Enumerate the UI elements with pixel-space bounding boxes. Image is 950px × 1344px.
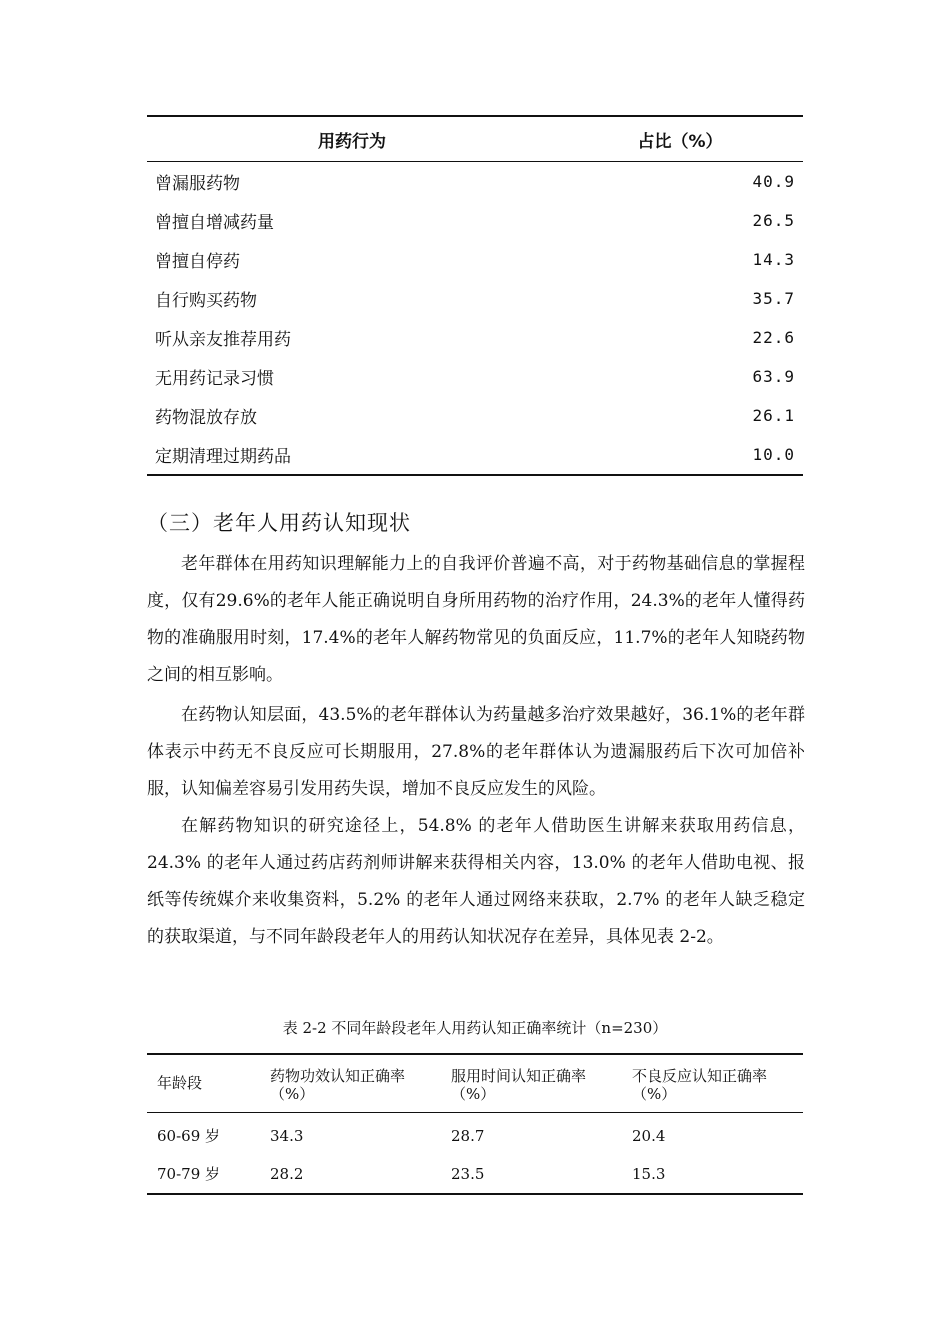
column-header-percentage: 占比（%） <box>637 131 723 152</box>
behavior-label: 定期清理过期药品 <box>155 447 291 467</box>
behavior-label: 听从亲友推荐用药 <box>155 330 291 350</box>
column-header-efficacy-accuracy: 药物功效认知正确率（%） <box>270 1067 406 1103</box>
behavior-label: 无用药记录习惯 <box>155 369 274 389</box>
timing-cell: 28.7 <box>451 1126 485 1145</box>
body-paragraph: 在解药物知识的研究途径上，54.8% 的老年人借助医生讲解来获取用药信息，24.3% 的老年人通过药店药剂师讲解来获得相关内容，13.0% 的老年人借助电视、报纸等传统媒介来收集资料，5.2% 的老年人通过网络来获取，2.7% 的老年人缺乏稳定的获取渠道，与不同年龄段老年人的用药认知状况存在差异，具体见表 2-2。 <box>147 816 805 947</box>
body-paragraph: 老年群体在用药知识理解能力上的自我评价普遍不高，对于药物基础信息的掌握程度，仅有29.6%的老年人能正确说明自身所用药物的治疗作用，24.3%的老年人懂得药物的准确服用时刻，17.4%的老年人解药物常见的负面反应，11.7%的老年人知晓药物之间的相互影响。 <box>147 554 805 685</box>
table-row <box>147 1155 803 1194</box>
behavior-label: 曾漏服药物 <box>155 174 240 194</box>
table-row <box>147 1112 803 1155</box>
behavior-percentage: 22.6 <box>752 328 795 347</box>
adverse-reaction-cell: 15.3 <box>632 1164 666 1183</box>
table-row <box>147 279 803 318</box>
medication-behavior-table <box>147 115 803 476</box>
behavior-percentage: 14.3 <box>752 250 795 269</box>
table-row <box>147 162 803 202</box>
behavior-label: 曾擅自增减药量 <box>155 213 274 233</box>
behavior-percentage: 10.0 <box>752 445 795 464</box>
table-header-row <box>147 1054 803 1112</box>
behavior-label: 曾擅自停药 <box>155 252 240 272</box>
behavior-percentage: 26.5 <box>752 211 795 230</box>
behavior-percentage: 40.9 <box>752 172 795 191</box>
efficacy-cell: 28.2 <box>270 1164 304 1183</box>
behavior-percentage: 26.1 <box>752 406 795 425</box>
table-row <box>147 357 803 396</box>
column-header-timing-accuracy: 服用时间认知正确率（%） <box>451 1067 587 1103</box>
behavior-label: 自行购买药物 <box>155 291 257 311</box>
table-row <box>147 240 803 279</box>
table-row <box>147 318 803 357</box>
table-header-row <box>147 116 803 162</box>
behavior-percentage: 63.9 <box>752 367 795 386</box>
table-row <box>147 435 803 475</box>
body-paragraph: 在药物认知层面，43.5%的老年群体认为药量越多治疗效果越好，36.1%的老年群体表示中药无不良反应可长期服用，27.8%的老年群体认为遗漏服药后下次可加倍补服，认知偏差容易引发用药失误，增加不良反应发生的风险。 <box>147 705 805 799</box>
behavior-percentage: 35.7 <box>752 289 795 308</box>
adverse-reaction-cell: 20.4 <box>632 1126 666 1145</box>
section-heading: （三）老年人用药认知现状 <box>147 511 411 535</box>
column-header-age-group: 年龄段 <box>157 1074 203 1093</box>
column-header-behavior: 用药行为 <box>318 131 386 152</box>
efficacy-cell: 34.3 <box>270 1126 304 1145</box>
age-group-cell: 70-79 岁 <box>157 1165 221 1183</box>
table-row <box>147 396 803 435</box>
timing-cell: 23.5 <box>451 1164 485 1183</box>
column-header-adverse-reaction-accuracy: 不良反应认知正确率（%） <box>632 1067 768 1103</box>
age-group-cell: 60-69 岁 <box>157 1127 221 1145</box>
table-row <box>147 201 803 240</box>
table-caption: 表 2-2 不同年龄段老年人用药认知正确率统计（n=230） <box>282 1019 668 1037</box>
behavior-label: 药物混放存放 <box>155 408 257 428</box>
age-cognition-table <box>147 1053 803 1195</box>
